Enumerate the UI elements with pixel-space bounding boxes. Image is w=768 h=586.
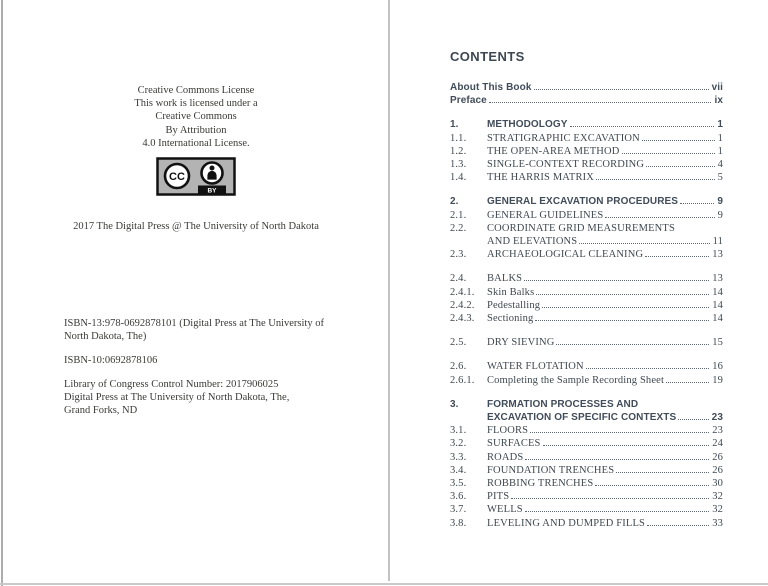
- toc-dot-leader: [596, 179, 715, 180]
- toc-entry[interactable]: [450, 299, 723, 312]
- toc-entry-page: 5: [717, 172, 723, 184]
- contents-heading: CONTENTS: [450, 49, 525, 64]
- toc-entry-title: ROBBING TRENCHES: [487, 478, 594, 490]
- toc-entry[interactable]: [450, 81, 723, 94]
- toc-entry[interactable]: [450, 222, 723, 235]
- toc-entry-page: 33: [712, 517, 723, 529]
- toc-dot-leader: [542, 307, 709, 308]
- toc-dot-leader: [595, 485, 709, 486]
- imprint-block: [64, 317, 369, 417]
- toc-dot-leader: [622, 153, 715, 154]
- toc-section-gap: [450, 349, 723, 360]
- toc-entry[interactable]: [450, 398, 723, 411]
- toc-entry-page: 23: [711, 412, 723, 424]
- toc-entry-number: 2.4.: [450, 273, 467, 285]
- toc-entry-title: LEVELING AND DUMPED FILLS: [487, 517, 646, 529]
- by-label-text: BY: [207, 187, 217, 195]
- toc-entry-page: 24: [712, 438, 723, 450]
- toc-entry[interactable]: [450, 158, 723, 171]
- toc-entry-number: 1.2.: [450, 145, 467, 157]
- toc-entry-title: THE OPEN-AREA METHOD: [487, 145, 620, 157]
- license-line: 4.0 International License.: [142, 137, 250, 149]
- toc-entry-number: 2.2.: [450, 222, 467, 234]
- toc-entry[interactable]: [450, 132, 723, 145]
- toc-entry-page: 16: [712, 361, 723, 373]
- toc-dot-leader: [642, 140, 715, 141]
- toc-entry[interactable]: [450, 94, 723, 107]
- toc-entry-title: AND ELEVATIONS: [487, 236, 578, 248]
- contents-page: [390, 0, 768, 583]
- toc-entry-page: 4: [717, 159, 723, 171]
- toc-entry-title: PITS: [487, 491, 510, 503]
- toc-entry-title: EXCAVATION OF SPECIFIC CONTEXTS: [487, 412, 677, 424]
- toc-entry[interactable]: [450, 209, 723, 222]
- toc-entry[interactable]: [450, 464, 723, 477]
- toc-entry[interactable]: [450, 451, 723, 464]
- toc-entry-number: 2.4.2.: [450, 299, 475, 311]
- toc-entry[interactable]: [450, 312, 723, 325]
- toc-dot-leader: [645, 256, 709, 257]
- toc-entry-page: 13: [712, 249, 723, 261]
- toc-entry-number: 2.5.: [450, 337, 467, 349]
- toc-dot-leader: [534, 89, 709, 90]
- toc-entry[interactable]: [450, 411, 723, 424]
- toc-entry-number: 3.8.: [450, 517, 467, 529]
- toc-entry-title: FOUNDATION TRENCHES: [487, 464, 615, 476]
- toc-dot-leader: [570, 126, 715, 127]
- toc-section-gap: [450, 387, 723, 398]
- toc-dot-leader: [511, 498, 709, 499]
- toc-dot-leader: [586, 368, 709, 369]
- toc-entry-page: 32: [712, 504, 723, 516]
- toc-entry[interactable]: [450, 360, 723, 373]
- toc-dot-leader: [666, 382, 709, 383]
- toc-entry-page: 23: [712, 425, 723, 437]
- toc-entry-title: BALKS: [487, 273, 523, 285]
- toc-entry-title: WELLS: [487, 504, 523, 516]
- toc-entry-page: 1: [717, 132, 723, 144]
- toc-entry-title: FLOORS: [487, 425, 529, 437]
- toc-entry-number: 2.: [450, 196, 459, 208]
- toc-entry[interactable]: [450, 286, 723, 299]
- toc-dot-leader: [579, 243, 709, 244]
- copyright-page: [3, 0, 389, 583]
- license-statement: [3, 84, 389, 150]
- toc-entry-number: 2.3.: [450, 249, 467, 261]
- toc-entry-title: Sectioning: [487, 313, 534, 325]
- toc-entry[interactable]: [450, 477, 723, 490]
- toc-dot-leader: [543, 445, 710, 446]
- toc-dot-leader: [525, 511, 709, 512]
- toc-entry-title: About This Book: [450, 82, 532, 93]
- spacer: [64, 367, 369, 378]
- toc-entry-title: SURFACES: [487, 438, 541, 450]
- toc-entry-page: 14: [712, 286, 723, 298]
- toc-entry-title: Skin Balks: [487, 286, 535, 298]
- isbn10-line: ISBN-10:0692878106: [64, 355, 158, 366]
- toc-entry[interactable]: [450, 248, 723, 261]
- toc-dot-leader: [646, 166, 714, 167]
- publisher-line: 2017 The Digital Press @ The University of North Dakota: [73, 221, 319, 232]
- toc-dot-leader: [530, 432, 709, 433]
- toc-entry[interactable]: [450, 517, 723, 530]
- toc-entry-page: 9: [717, 196, 723, 208]
- toc-entry-number: 3.2.: [450, 438, 467, 450]
- toc-entry-number: 3.6.: [450, 491, 467, 503]
- toc-entry-page: 14: [712, 299, 723, 311]
- toc-entry[interactable]: [450, 490, 723, 503]
- toc-dot-leader: [616, 472, 709, 473]
- toc-entry-title: THE HARRIS MATRIX: [487, 172, 594, 184]
- toc-entry-title: DRY SIEVING: [487, 337, 555, 349]
- toc-entry-number: 1.4.: [450, 172, 467, 184]
- toc-entry[interactable]: [450, 336, 723, 349]
- cc-by-badge-icon: [156, 157, 236, 196]
- toc-entry-number: 3.: [450, 398, 459, 410]
- toc-section-gap: [450, 184, 723, 195]
- toc-entry[interactable]: [450, 437, 723, 450]
- toc-entry-page: 11: [712, 236, 723, 248]
- toc-entry-page: 14: [712, 313, 723, 325]
- toc-entry-title: Completing the Sample Recording Sheet: [487, 374, 665, 386]
- toc-entry-title: FORMATION PROCESSES AND: [487, 398, 639, 410]
- toc-entry-title: Pedestalling: [487, 299, 541, 311]
- toc-dot-leader: [556, 344, 709, 345]
- toc-entry-number: 3.1.: [450, 425, 467, 437]
- toc-entry-title: ROADS: [487, 451, 524, 463]
- person-icon: [210, 166, 215, 171]
- bottom-page-edge-line: [0, 583, 768, 585]
- toc-entry-title: ARCHAEOLOGICAL CLEANING: [487, 249, 644, 261]
- toc-entry-title: Preface: [450, 95, 487, 107]
- toc-entry[interactable]: [450, 145, 723, 158]
- toc-entry-page: 32: [712, 491, 723, 503]
- toc-entry-page: 30: [712, 478, 723, 490]
- toc-entry[interactable]: [450, 171, 723, 184]
- toc-dot-leader: [605, 217, 714, 218]
- toc-dot-leader: [535, 320, 709, 321]
- toc-dot-leader: [536, 294, 709, 295]
- toc-section-gap: [450, 107, 723, 118]
- spacer: [64, 343, 369, 354]
- toc-entry[interactable]: [450, 503, 723, 516]
- lccn-line: Digital Press at The University of North Dakota, The,: [64, 392, 290, 403]
- toc-entry-page: 26: [712, 464, 723, 476]
- toc-list: [450, 81, 723, 530]
- license-line: Creative Commons: [155, 111, 237, 123]
- isbn13-line: ISBN-13:978-0692878101 (Digital Press at The University of: [64, 318, 324, 329]
- lccn-line: Library of Congress Control Number: 2017906025: [64, 379, 279, 390]
- toc-section-gap: [450, 325, 723, 336]
- toc-entry-title: METHODOLOGY: [487, 119, 568, 131]
- toc-dot-leader: [525, 459, 709, 460]
- toc-entry-number: 1.3.: [450, 159, 467, 171]
- toc-entry-page: ix: [714, 95, 723, 107]
- toc-entry-number: 2.6.: [450, 361, 467, 373]
- toc-entry-title: COORDINATE GRID MEASUREMENTS: [487, 222, 675, 234]
- toc-entry[interactable]: [450, 118, 723, 131]
- toc-entry-page: 1: [717, 119, 723, 131]
- toc-entry-title: SINGLE-CONTEXT RECORDING: [487, 159, 645, 171]
- toc-entry-page: 1: [717, 145, 723, 157]
- toc-entry-title: STRATIGRAPHIC EXCAVATION: [487, 132, 640, 144]
- lccn-line: Grand Forks, ND: [64, 405, 138, 416]
- toc-entry-title: GENERAL GUIDELINES: [487, 209, 604, 221]
- toc-entry-number: 2.6.1.: [450, 374, 475, 386]
- toc-entry-number: 1.: [450, 119, 459, 131]
- toc-entry[interactable]: [450, 195, 723, 208]
- toc-entry-page: 9: [717, 209, 723, 221]
- cc-logo-text: CC: [169, 171, 185, 183]
- toc-section-gap: [450, 261, 723, 272]
- toc-dot-leader: [524, 280, 709, 281]
- toc-entry-page: 15: [712, 337, 723, 349]
- toc-entry-title: GENERAL EXCAVATION PROCEDURES: [487, 196, 679, 208]
- toc-entry[interactable]: [450, 374, 723, 387]
- toc-entry-title: WATER FLOTATION: [487, 361, 584, 373]
- toc-entry[interactable]: [450, 235, 723, 248]
- toc-entry-number: 2.4.1.: [450, 286, 475, 298]
- license-line: By Attribution: [165, 124, 227, 136]
- toc-entry-page: 26: [712, 451, 723, 463]
- toc-entry-number: 3.3.: [450, 451, 467, 463]
- license-line: Creative Commons License: [137, 85, 255, 96]
- toc-entry-number: 1.1.: [450, 132, 467, 144]
- toc-dot-leader: [680, 203, 714, 204]
- toc-dot-leader: [647, 525, 709, 526]
- toc-entry-number: 2.1.: [450, 209, 467, 221]
- toc-entry-number: 3.7.: [450, 504, 467, 516]
- toc-dot-leader: [489, 102, 712, 103]
- license-line: This work is licensed under a: [134, 98, 258, 110]
- toc-entry[interactable]: [450, 424, 723, 437]
- toc-entry-number: 2.4.3.: [450, 313, 475, 325]
- isbn13-line: North Dakota, The): [64, 331, 147, 342]
- toc-entry-number: 3.5.: [450, 478, 467, 490]
- toc-entry-page: 13: [712, 273, 723, 285]
- toc-entry-page: vii: [711, 82, 723, 93]
- toc-entry[interactable]: [450, 272, 723, 285]
- toc-entry-page: 19: [712, 374, 723, 386]
- toc-dot-leader: [678, 419, 708, 420]
- toc-entry-number: 3.4.: [450, 464, 467, 476]
